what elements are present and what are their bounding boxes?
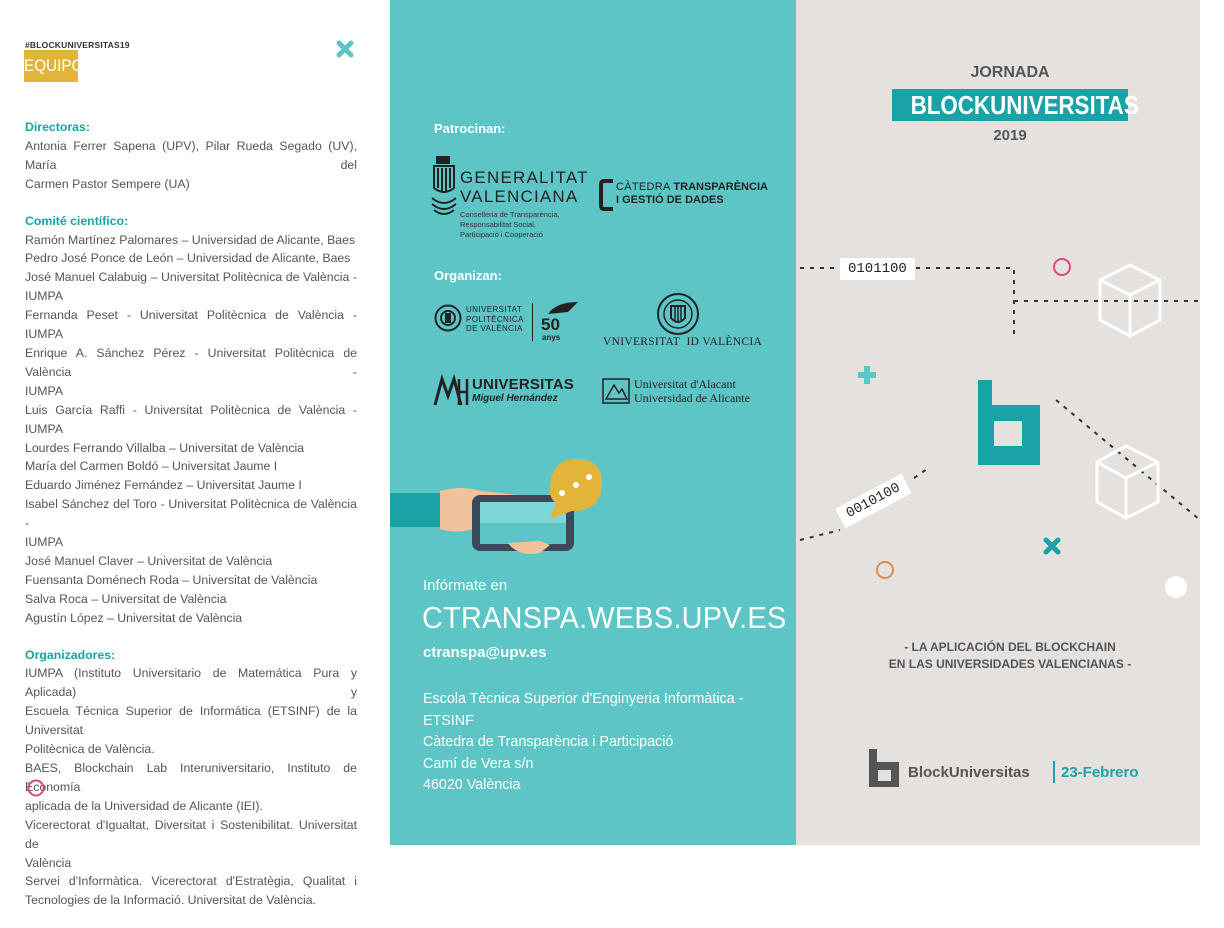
info-label: Infórmate en xyxy=(423,577,508,594)
footer-date: 23-Febrero xyxy=(1061,764,1139,781)
blockuniversitas-b-logo xyxy=(868,748,900,788)
upv-line: POLITÈCNICA xyxy=(466,314,524,324)
middle-panel xyxy=(390,0,796,845)
address-line: Escola Tècnica Superior d'Enginyeria Informàtica - ETSINF xyxy=(423,691,744,729)
comite-line: Agustín López – Universitat de València xyxy=(25,610,243,625)
x-cross-icon xyxy=(336,40,354,58)
generalitat-logo-text xyxy=(460,168,589,240)
generalitat-line1: GENERALITAT xyxy=(460,168,589,187)
directoras-line: Carmen Pastor Sempere (UA) xyxy=(25,176,190,191)
generalitat-line2: VALENCIANA xyxy=(460,187,579,206)
organizadores-line: BAES, Blockchain Lab Interuniversitario, Instituto de Economía xyxy=(25,761,357,794)
binary-label-1: 0101100 xyxy=(840,258,915,280)
uv-logo-text: VNIVERSITAT ID VALÈNCIA xyxy=(603,336,763,348)
comite-line: Fernanda Peset - Universitat Politècnica de València - IUMPA xyxy=(25,308,357,342)
catedra-line1a: CÀTEDRA xyxy=(616,181,674,193)
organizadores-line: IUMPA (Instituto Universitario de Matemática Pura y Aplicada) y xyxy=(25,666,357,700)
hand-phone-illustration xyxy=(390,453,612,563)
comite-line: Luis García Raffi - Universitat Politècnica de València - IUMPA xyxy=(25,402,357,436)
x-cross-icon xyxy=(1046,540,1058,552)
comite-section xyxy=(25,212,357,628)
uv-seal-logo xyxy=(656,292,700,336)
equipo-badge: EQUIPO xyxy=(24,50,78,82)
catedra-line2: I GESTIÓ DE DADES xyxy=(616,194,724,206)
comite-line: José Manuel Calabuig – Universitat Politècnica de València - xyxy=(25,270,357,285)
comite-line: IUMPA xyxy=(25,383,64,398)
comite-line: Lourdes Ferrando Villalba – Universitat de València xyxy=(25,440,305,455)
catedra-logo-text xyxy=(616,181,768,207)
event-title xyxy=(892,89,1139,121)
generalitat-shield-logo xyxy=(430,156,458,216)
circle-outline-icon xyxy=(26,778,46,798)
address-line: Camí de Vera s/n xyxy=(423,755,534,772)
jornada-label: JORNADA xyxy=(970,64,1050,81)
team-list xyxy=(25,118,357,928)
generalitat-sub-line: Conselleria de Transparència, xyxy=(460,210,560,219)
network-illustration xyxy=(796,240,1200,600)
organizadores-line: València xyxy=(25,855,72,870)
comite-title: Comité científico: xyxy=(25,213,129,228)
organizadores-section xyxy=(25,646,357,911)
directoras-section xyxy=(25,118,357,194)
upv-divider xyxy=(532,303,533,341)
upv-seal-logo xyxy=(434,304,462,332)
comite-line: María del Carmen Boldó – Universitat Jaume I xyxy=(25,459,278,474)
event-title-text: BLOCKUNIVERSITAS xyxy=(910,90,1139,120)
upv-line: DE VALÈNCIA xyxy=(466,324,523,333)
block-b-logo xyxy=(978,380,1040,465)
svg-text:50: 50 xyxy=(541,315,560,334)
circle-outline-icon xyxy=(1054,259,1070,275)
generalitat-sub-line: Responsabilitat Social, xyxy=(460,220,536,229)
address-block xyxy=(423,689,796,797)
tagline xyxy=(796,639,1224,673)
left-panel xyxy=(0,0,390,908)
umh-title: UNIVERSITAS xyxy=(472,376,574,393)
ua-logo xyxy=(602,378,630,404)
right-panel xyxy=(796,0,1200,845)
organizadores-title: Organizadores: xyxy=(25,647,116,662)
hashtag: #BLOCKUNIVERSITAS19 xyxy=(25,40,130,50)
ua-line: Universidad de Alicante xyxy=(634,391,750,405)
tagline-line: EN LAS UNIVERSIDADES VALENCIANAS - xyxy=(888,657,1132,671)
comite-line: Salva Roca – Universitat de València xyxy=(25,591,227,606)
organizadores-line: Escuela Técnica Superior de Informática (ETSINF) de la Universitat xyxy=(25,704,357,738)
umh-sub: Miguel Hernández xyxy=(472,393,558,404)
upv-logo-text xyxy=(466,305,524,334)
comite-line: Eduardo Jiménez Fernández – Universitat Jaume I xyxy=(25,478,302,493)
patrocinan-label: Patrocinan: xyxy=(434,121,506,136)
organizadores-line: aplicada de la Universidad de Alicante (IEI). xyxy=(25,798,263,813)
organizadores-line: Tecnologies de la Informació. Universitat de València. xyxy=(25,893,316,908)
generalitat-sub xyxy=(460,210,589,240)
ua-logo-text xyxy=(634,377,750,405)
comite-line: Pedro José Ponce de León – Universidad de Alicante, Baes xyxy=(25,251,351,266)
cube-icon xyxy=(1100,265,1160,336)
plus-icon xyxy=(858,366,876,384)
footer-brand: BlockUniversitas xyxy=(908,764,1030,781)
comite-line: Ramón Martínez Palomares – Universidad de Alicante, Baes xyxy=(25,232,356,247)
comite-line: IUMPA xyxy=(25,289,64,304)
comite-line: IUMPA xyxy=(25,535,64,550)
comite-line: Fuensanta Doménech Roda – Universitat de València xyxy=(25,572,318,587)
cube-icon xyxy=(1097,446,1158,518)
circle-filled-icon xyxy=(1165,576,1187,598)
organizadores-line: Politècnica de València. xyxy=(25,742,155,757)
email-link[interactable]: ctranspa@upv.es xyxy=(423,644,547,661)
event-year: 2019 xyxy=(993,127,1027,144)
directoras-line: Antonia Ferrer Sapena (UPV), Pilar Rueda Segado (UV), María del xyxy=(25,138,357,172)
address-line: 46020 València xyxy=(423,777,521,793)
directoras-title: Directoras: xyxy=(25,120,90,134)
catedra-c-logo xyxy=(599,178,615,212)
ua-line: Universitat d'Alacant xyxy=(634,377,736,391)
comite-line: José Manuel Claver – Universitat de València xyxy=(25,553,273,568)
catedra-line1b: TRANSPARÈNCIA xyxy=(673,181,768,193)
address-line: Càtedra de Transparència i Participació xyxy=(423,734,674,750)
organizadores-line: Servei d'Informàtica. Vicerectorat d'Estratègia, Qualitat i xyxy=(25,874,357,889)
upv-line: UNIVERSITAT xyxy=(466,305,523,314)
upv-50-years-logo xyxy=(538,300,580,336)
organizan-label: Organizan: xyxy=(434,268,502,283)
organizadores-line: Vicerectorat d'Igualtat, Diversitat i Sostenibilitat. Universitat de xyxy=(25,817,357,851)
umh-logo xyxy=(432,374,470,408)
footer-divider xyxy=(1053,761,1055,783)
comite-line: Enrique A. Sánchez Pérez - Universitat Politècnica de València - xyxy=(25,345,357,379)
tagline-line: - LA APLICACIÓN DEL BLOCKCHAIN xyxy=(904,640,1116,654)
website-link[interactable]: CTRANSPA.WEBS.UPV.ES xyxy=(422,600,787,635)
comite-line: Isabel Sánchez del Toro - Universitat Politècnica de València - xyxy=(25,497,357,531)
circle-outline-icon xyxy=(877,562,893,578)
upv-anys: anys xyxy=(542,333,561,342)
generalitat-sub-line: Participació i Cooperació xyxy=(460,230,543,239)
binary-label-2: 0010100 xyxy=(835,474,911,529)
